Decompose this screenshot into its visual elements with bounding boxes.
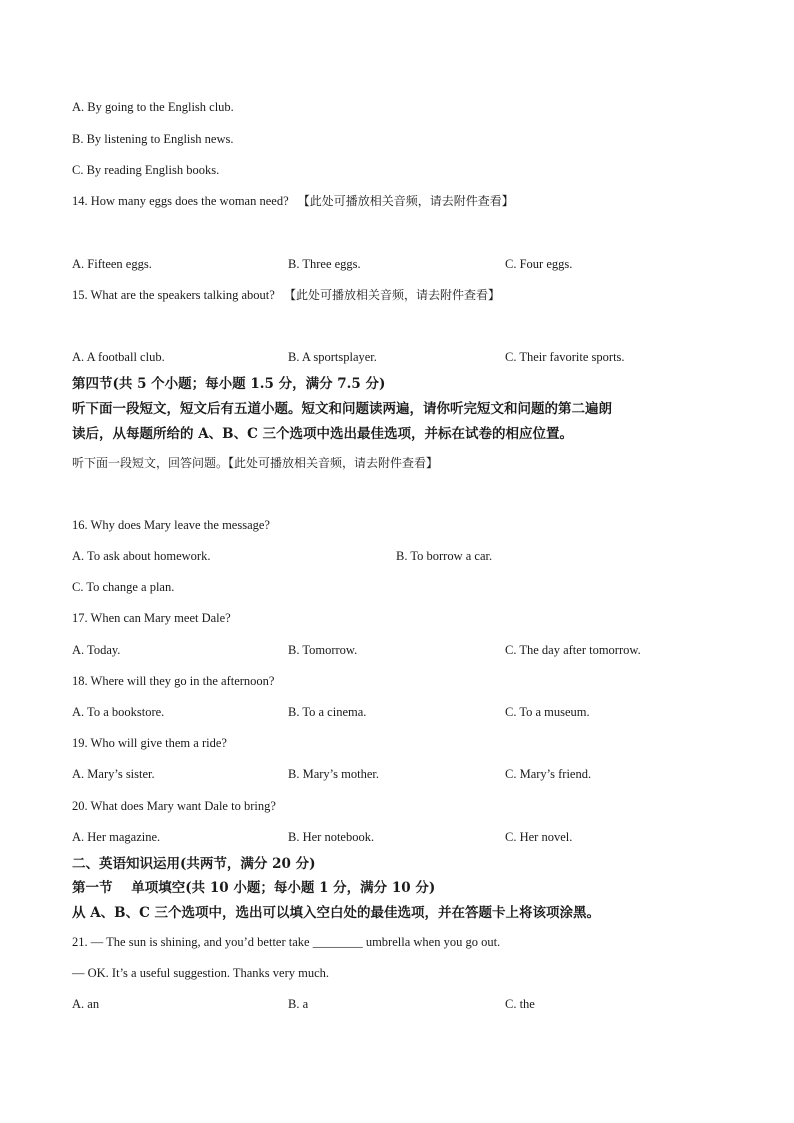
q14-option-b: B. Three eggs. [288,257,361,271]
section4-listen-prompt[interactable]: 听下面一段短文，回答问题。【此处可播放相关音频，请去附件查看】 [72,456,439,470]
q18-option-a: A. To a bookstore. [72,705,165,719]
q15-option-b: B. A sportsplayer. [288,350,377,364]
q18-option-c: C. To a museum. [505,705,590,719]
q14-question [72,193,514,209]
q13-option-c: C. By reading English books. [72,163,220,177]
q14-question-text: 14. How many eggs does the woman need? [72,194,289,208]
q20-option-c: C. Her novel. [505,830,573,844]
section4-instruction-line1: 听下面一段短文，短文后有五道小题。短文和问题读两遍，请你听完短文和问题的第二遍朗 [72,401,612,417]
q17-option-b: B. Tomorrow. [288,643,358,657]
q14-option-a: A. Fifteen eggs. [72,257,152,271]
q16-option-b: B. To borrow a car. [396,549,493,563]
q14-option-c: C. Four eggs. [505,257,573,271]
q15-option-c: C. Their favorite sports. [505,350,625,364]
q19-question: 19. Who will give them a ride? [72,736,227,750]
section4-heading: 第四节(共 5 个小题；每小题 1.5 分，满分 7.5 分) [72,376,386,392]
q16-option-c: C. To change a plan. [72,580,175,594]
section4-instruction-line2: 读后，从每题所给的 A、B、C 三个选项中选出最佳选项，并标在试卷的相应位置。 [72,426,574,442]
part2-instruction: 从 A、B、C 三个选项中，选出可以填入空白处的最佳选项，并在答题卡上将该项涂黑。 [72,905,601,921]
q21-option-b: B. a [288,997,309,1011]
q19-option-c: C. Mary’s friend. [505,767,592,781]
q18-option-b: B. To a cinema. [288,705,367,719]
q21-option-a: A. an [72,997,100,1011]
q20-option-b: B. Her notebook. [288,830,375,844]
q15-option-a: A. A football club. [72,350,165,364]
q15-question-text: 15. What are the speakers talking about? [72,288,275,302]
q15-question [72,287,500,303]
q21-question-line2: — OK. It’s a useful suggestion. Thanks very much. [72,966,330,980]
q20-option-a: A. Her magazine. [72,830,161,844]
q17-option-a: A. Today. [72,643,121,657]
q19-option-a: A. Mary’s sister. [72,767,155,781]
q15-audio-link[interactable]: 【此处可播放相关音频，请去附件查看】 [283,288,500,302]
q16-option-a: A. To ask about homework. [72,549,211,563]
q13-option-b: B. By listening to English news. [72,132,234,146]
part2-heading: 二、英语知识运用(共两节，满分 20 分) [72,856,316,872]
q21-option-c: C. the [505,997,535,1011]
q13-option-a: A. By going to the English club. [72,100,234,114]
q16-question: 16. Why does Mary leave the message? [72,518,270,532]
q14-audio-link[interactable]: 【此处可播放相关音频，请去附件查看】 [297,194,514,208]
q18-question: 18. Where will they go in the afternoon? [72,674,275,688]
q20-question: 20. What does Mary want Dale to bring? [72,799,276,813]
q17-question: 17. When can Mary meet Dale? [72,611,231,625]
part2-section1-heading: 第一节 单项填空(共 10 小题；每小题 1 分，满分 10 分) [72,880,436,896]
q19-option-b: B. Mary’s mother. [288,767,379,781]
q17-option-c: C. The day after tomorrow. [505,643,641,657]
q21-question-line1: 21. — The sun is shining, and you’d better take ________ umbrella when you go out. [72,935,501,949]
